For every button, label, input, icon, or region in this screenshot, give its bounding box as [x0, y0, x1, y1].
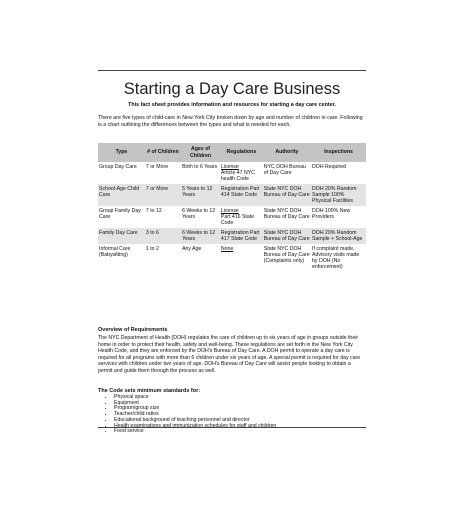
header-authority: Authority [263, 143, 311, 162]
cell-inspections: DOH 100% New Providers [312, 207, 351, 220]
list-item: • Educational background of teaching personnel and director [114, 418, 364, 424]
regulation-text: Part 416 State Code [220, 213, 255, 227]
cell-type: Informal Care (Babysitting) [99, 245, 131, 258]
list-item: • Teacher/child ratios [114, 412, 364, 418]
overview-heading: Overview of Requirements [98, 327, 168, 333]
cell-inspections: DOH 20% Random Sample 100% Physical Facilities [311, 184, 366, 206]
cell-children: 7 to 12 [145, 207, 162, 214]
header-children: # of Children [145, 143, 181, 162]
regulation-link[interactable]: License [220, 163, 239, 170]
list-item: • Health examinations and immunization schedules for staff and children [114, 424, 364, 430]
cell-ages: Birth to 6 Years [182, 163, 218, 170]
page-title: Starting a Day Care Business [123, 80, 341, 98]
cell-type: School-Age Child Care [98, 184, 145, 206]
page-subtitle: This fact sheet provides information and resources for starting a day care center. [128, 102, 336, 108]
header-inspections: Inspections [311, 143, 366, 162]
table-row [98, 184, 366, 206]
cell-authority: State NYC DOH Bureau of Day Care (Complaints only) [263, 245, 310, 265]
cell-authority: State NYC DOH Bureau of Day Care [263, 184, 311, 206]
cell-regulations: Registration Part 414 State Code [220, 184, 263, 206]
cell-ages: Any Age [182, 245, 202, 252]
bottom-rule [98, 427, 366, 428]
header-regulations: Regulations [220, 143, 263, 162]
cell-children: 1 to 2 [145, 245, 159, 252]
cell-regulations [220, 206, 263, 228]
regulation-text: Article 47 NYC health Code [220, 169, 255, 182]
cell-ages: 6 Weeks to 12 Years [182, 207, 216, 220]
cell-ages: 5 Years to 12 Years [181, 184, 220, 206]
cell-type: Group Family Day Care [99, 207, 141, 220]
table-header-row [98, 143, 366, 162]
cell-inspections: If complaint made, Advisory visits made by DOH (No enforcement) [312, 245, 360, 271]
table-row [98, 244, 366, 272]
cell-regulations [220, 244, 263, 272]
cell-inspections: DOH 20% Random Sample + School-Age [311, 228, 366, 244]
table-row [98, 162, 366, 184]
list-item: • Physical space [114, 395, 364, 401]
header-type: Type [98, 143, 145, 162]
intro-paragraph: There are five types of child-care in New York City broken down by age and number of children in care. Following is a chart outlining the differences between the types and what is needed for each. [98, 115, 363, 128]
cell-regulations: Registration Part 417 State Code [220, 228, 263, 244]
overview-paragraph: The NYC Department of Health (DOH) regulates the care of children up to six years of age in groups outside their home in order to protect their health, safety and well-being. These regulations are set forth in the New York City Health Code, and they are enforced by the DOH's Bureau of Day Care. A DOH permit to operate a day care is required for all programs with more than 6 children under six years of age. A special permit is required for day care services with children under two years of age. DOH's Bureau of Day Care will assist people looking to obtain a permit and guide them through the process as well. [98, 335, 361, 374]
cell-type: Family Day Care [98, 228, 145, 244]
top-rule [98, 70, 366, 71]
table-row [98, 206, 366, 228]
list-item: • Program/group size [114, 406, 364, 412]
standards-list [106, 395, 364, 435]
cell-inspections: DOH Required [312, 163, 347, 170]
header-ages: Ages of Children [181, 143, 220, 162]
cell-ages: 6 Weeks to 12 Years [181, 228, 220, 244]
cell-children: 7 or More [145, 184, 181, 206]
cell-children: 7 or More [145, 163, 169, 170]
cell-children: 3 to 6 [145, 228, 181, 244]
list-item: • Food service [114, 429, 364, 435]
cell-authority: State NYC DOH Bureau of Day Care [263, 207, 310, 220]
regulation-link[interactable]: None [220, 245, 234, 252]
standards-heading: The Code sets minimum standards for: [98, 388, 201, 394]
cell-authority: NYC DOH Bureau of Day Care [263, 163, 306, 176]
document-page [98, 0, 366, 526]
cell-type: Group Day Care [99, 163, 137, 170]
cell-regulations [220, 162, 263, 184]
childcare-types-table [98, 143, 366, 273]
table-row [98, 228, 366, 244]
list-item: • Equipment [114, 401, 364, 407]
regulation-link[interactable]: License [220, 207, 239, 214]
cell-authority: State NYC DOH Bureau of Day Care [263, 228, 311, 244]
